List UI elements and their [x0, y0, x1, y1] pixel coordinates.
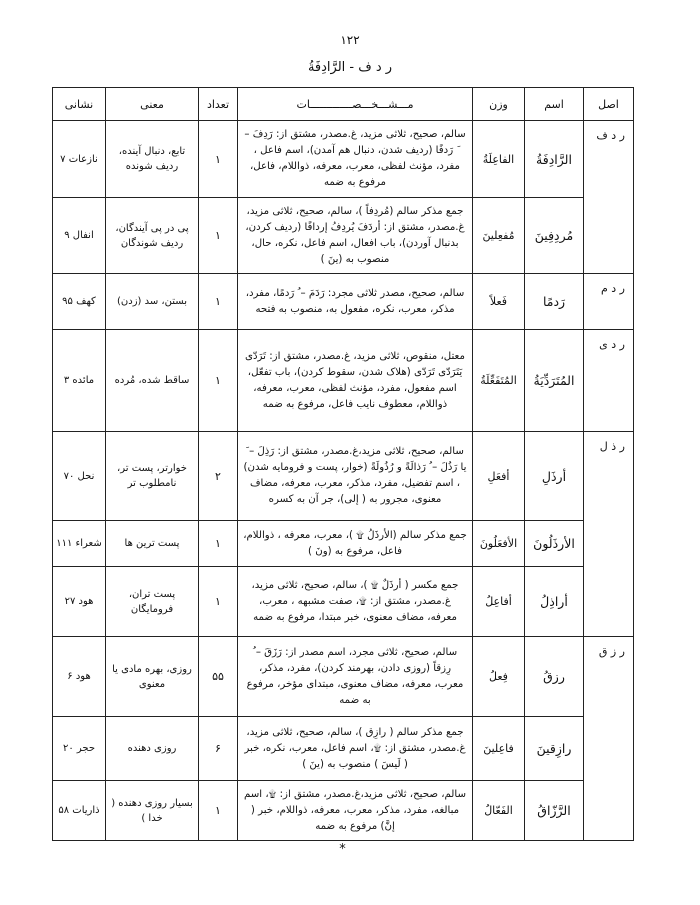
- noun-cell: رزقُ: [525, 637, 584, 717]
- meaning-cell: بستن، سد (زدن): [106, 274, 199, 330]
- header-row: [53, 88, 634, 121]
- description-cell: سالم، صحیح، مصدر ثلاثی مجرد: رَدَمَ – ُ رَدمًا، مفرد، مذکر، معرب، نکره، مفعول به، منصوب به فتحه: [238, 274, 473, 330]
- meaning-cell: پست تران، فرومایگان: [106, 567, 199, 637]
- root-cell: ر ز ق: [584, 637, 634, 841]
- root-cell: ر د م: [584, 274, 634, 330]
- root-cell: ر د ف: [584, 121, 634, 274]
- description-cell: جمع مذکر سالم (الأرذَلُ ۩ )، معرب، معرفه ، ذواللام، فاعل، مرفوع به (ونَ ): [238, 521, 473, 567]
- noun-cell: الأرذَلُونَ: [525, 521, 584, 567]
- header-noun: اسم: [525, 88, 584, 121]
- header-reference: نشانی: [53, 88, 106, 121]
- pattern-cell: أفعَلِ: [473, 432, 525, 521]
- description-cell: سالم، صحیح، ثلاثی مزید،غ.مصدر، مشتق از: رَذِلَ – َ یا رَذُلَ – ُ رَذالَةً و رُذُولَةً (خوار، پست و فرومایه شدن) ، اسم تفضیل، مفرد، مذکر، معرب، معرفه، مضاف معنوی، مجرور به ( إلی)، جر آن به کسره: [238, 432, 473, 521]
- description-cell: معتل، منقوص، ثلاثی مزید، غ.مصدر، مشتق از: تَرَدّی یَتَرَدّی تَرَدّی (هلاک شدن، سقوط کردن)، باب تفعّل، اسم مفعول، مفرد، مؤنث لفظی، معرب، معرفه، ذواللام، معطوف نایب فاعل، مرفوع به ضمه: [238, 330, 473, 432]
- count-cell: ۱: [199, 330, 238, 432]
- pattern-cell: أفاعِلُ: [473, 567, 525, 637]
- pattern-cell: الفاعِلَةُ: [473, 121, 525, 198]
- description-cell: جمع مذکر سالم ( رازِق )، سالم، صحیح، ثلاثی مزید، غ.مصدر، مشتق از: ۩، اسم فاعل، معرب، نکره، خبر ( لَیسَ ) منصوب به (ینَ ): [238, 717, 473, 781]
- header-root: اصل: [584, 88, 634, 121]
- pattern-cell: فَعلاً: [473, 274, 525, 330]
- header-description: مـــشـــخـــصـــــــــــــات: [238, 88, 473, 121]
- reference-cell: هود ۲۷: [53, 567, 106, 637]
- meaning-cell: پست ترین ها: [106, 521, 199, 567]
- table-row: [53, 567, 634, 637]
- reference-cell: هود ۶: [53, 637, 106, 717]
- noun-cell: الرَّادِفَةُ: [525, 121, 584, 198]
- meaning-cell: خوارتر، پست تر، نامطلوب تر: [106, 432, 199, 521]
- count-cell: ۱: [199, 121, 238, 198]
- table-row: [53, 781, 634, 841]
- header-pattern: وزن: [473, 88, 525, 121]
- table-row: [53, 521, 634, 567]
- reference-cell: مائده ۳: [53, 330, 106, 432]
- count-cell: ۱: [199, 521, 238, 567]
- pattern-cell: مُفعِلینَ: [473, 198, 525, 274]
- header-meaning: معنی: [106, 88, 199, 121]
- reference-cell: شعراء ۱۱۱: [53, 521, 106, 567]
- root-cell: ر د ی: [584, 330, 634, 432]
- description-cell: جمع مذکر سالم (مُردِفاً )، سالم، صحیح، ثلاثی مزید، غ.مصدر، مشتق از: أردَفَ یُردِفُ إردافًا (ردیف کردن، بدنبال آوردن)، باب افعال، اسم فاعل، نکره، حال، منصوب به (ینَ ): [238, 198, 473, 274]
- noun-cell: أراذِلُ: [525, 567, 584, 637]
- table-row: [53, 274, 634, 330]
- table-row: [53, 432, 634, 521]
- noun-cell: المُتَرَدِّیَةُ: [525, 330, 584, 432]
- lexicon-table: [52, 87, 634, 841]
- reference-cell: ذاریات ۵۸: [53, 781, 106, 841]
- table-row: [53, 330, 634, 432]
- table-row: [53, 637, 634, 717]
- count-cell: ۱: [199, 198, 238, 274]
- noun-cell: أرذَلِ: [525, 432, 584, 521]
- meaning-cell: پی در پی آیندگان، ردیف شوندگان: [106, 198, 199, 274]
- meaning-cell: ساقط شده، مُرده: [106, 330, 199, 432]
- reference-cell: کهف ۹۵: [53, 274, 106, 330]
- description-cell: سالم، صحیح، ثلاثی مزید،غ.مصدر، مشتق از: ۩، اسم مبالغه، مفرد، مذکر، معرب، معرفه، ذواللام، خبر ( إنَّ) مرفوع به ضمه: [238, 781, 473, 841]
- pattern-cell: المُتَفَعِّلَةُ: [473, 330, 525, 432]
- noun-cell: رَدمًا: [525, 274, 584, 330]
- noun-cell: مُردِفِینَ: [525, 198, 584, 274]
- reference-cell: نازعات ۷: [53, 121, 106, 198]
- count-cell: ۱: [199, 781, 238, 841]
- table-row: [53, 717, 634, 781]
- pattern-cell: الفَعّالُ: [473, 781, 525, 841]
- description-cell: سالم، صحیح، ثلاثی مزید، غ.مصدر، مشتق از: رَدِفَ – َ رَدفًا (ردیف شدن، دنبال هم آمدن)، اسم فاعل ، مفرد، مؤنث لفظی، معرب، معرفه، ذواللام، فاعل، مرفوع به ضمه: [238, 121, 473, 198]
- count-cell: ۵۵: [199, 637, 238, 717]
- meaning-cell: تابع، دنبال آینده، ردیف شونده: [106, 121, 199, 198]
- meaning-cell: بسیار روزی دهنده ( خدا ): [106, 781, 199, 841]
- pattern-cell: فِعلُ: [473, 637, 525, 717]
- noun-cell: رازِقینَ: [525, 717, 584, 781]
- pattern-cell: الأفعَلُونَ: [473, 521, 525, 567]
- page-title: ر د ف - الرَّادِفَةُ: [307, 60, 393, 75]
- reference-cell: انفال ۹: [53, 198, 106, 274]
- table-row: [53, 198, 634, 274]
- count-cell: ۱: [199, 274, 238, 330]
- meaning-cell: روزی، بهره مادی یا معنوی: [106, 637, 199, 717]
- description-cell: جمع مکسر ( أرذَلٌ ۩ )، سالم، صحیح، ثلاثی مزید، غ.مصدر، مشتق از: ۩، صفت مشبهه ، معرب، معرفه، مضاف معنوی، خبر مبتدا، مرفوع به ضمه: [238, 567, 473, 637]
- table-row: [53, 121, 634, 198]
- reference-cell: نحل ۷۰: [53, 432, 106, 521]
- footer-mark: *: [339, 842, 346, 857]
- root-cell: ر ذ ل: [584, 432, 634, 637]
- description-cell: سالم، صحیح، ثلاثی مجرد، اسم مصدر از: رَزَقَ – ُ رِزقاً (روزی دادن، بهرمند کردن)، مفرد، مذکر، معرب، معرفه، مضاف معنوی، مبتدای مؤخر، مرفوع به ضمه: [238, 637, 473, 717]
- reference-cell: حجر ۲۰: [53, 717, 106, 781]
- pattern-cell: فاعِلینَ: [473, 717, 525, 781]
- count-cell: ۱: [199, 567, 238, 637]
- noun-cell: الرَّزّاقُ: [525, 781, 584, 841]
- count-cell: ۲: [199, 432, 238, 521]
- header-count: تعداد: [199, 88, 238, 121]
- count-cell: ۶: [199, 717, 238, 781]
- page-number: ۱۲۲: [340, 33, 360, 47]
- meaning-cell: روزی دهنده: [106, 717, 199, 781]
